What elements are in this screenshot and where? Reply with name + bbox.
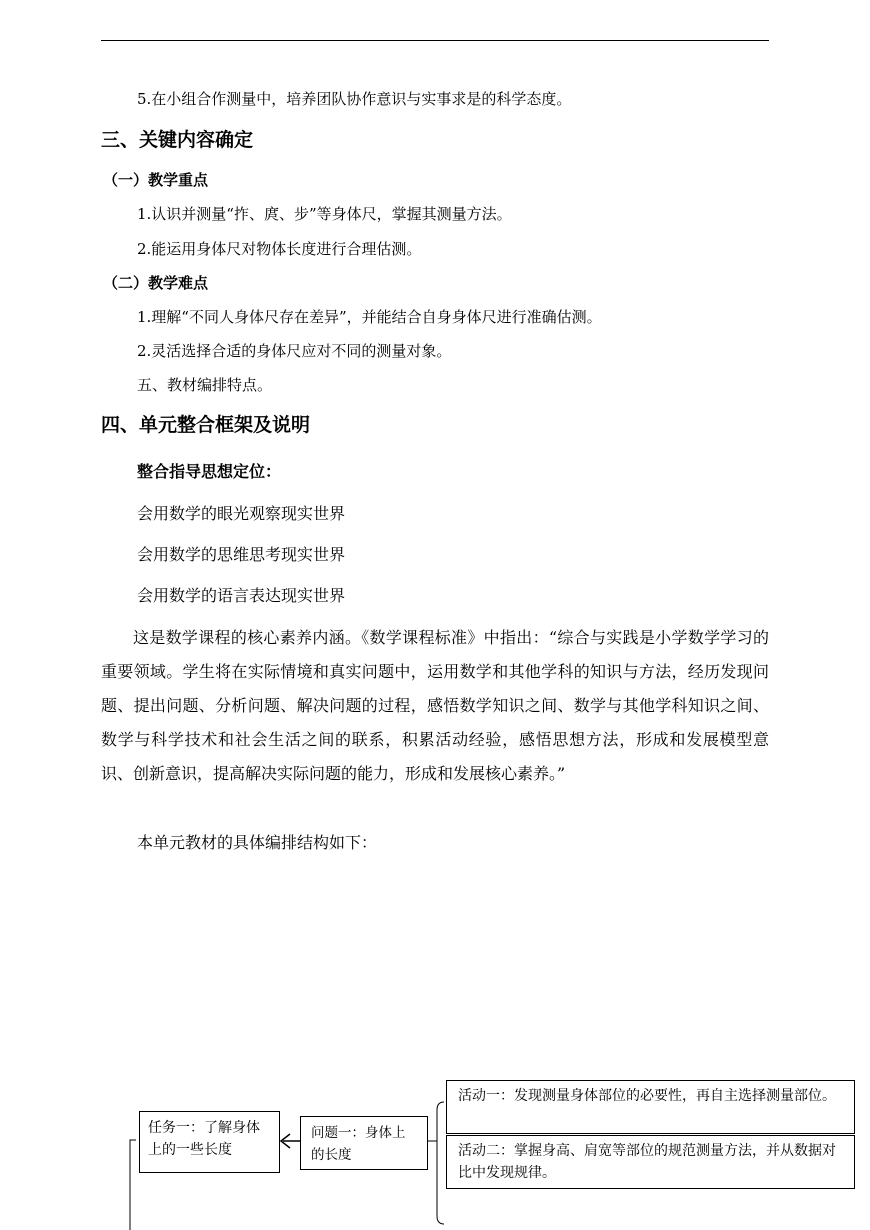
- arrow-head: [281, 1134, 290, 1148]
- task-1-box: [139, 1111, 280, 1173]
- guide-line-2: 会用数学的思维思考现实世界: [137, 545, 346, 564]
- guide-line-3: 会用数学的语言表达现实世界: [137, 586, 346, 605]
- structure-intro: 本单元教材的具体编排结构如下：: [137, 833, 378, 852]
- section-3-heading: 三、关键内容确定: [101, 129, 254, 151]
- difficulty-heading: （二）教学难点: [103, 274, 209, 292]
- focus-heading: （一）教学重点: [103, 171, 209, 189]
- guide-line-1: 会用数学的眼光观察现实世界: [137, 504, 346, 523]
- difficulty-item-1: 1.理解“不同人身体尺存在差异”，并能结合自身身体尺进行准确估测。: [137, 308, 602, 326]
- difficulty-item-2: 2.灵活选择合适的身体尺应对不同的测量对象。: [137, 342, 452, 360]
- focus-item-2: 2.能运用身体尺对物体长度进行合理估测。: [137, 240, 422, 258]
- guide-heading: 整合指导思想定位：: [137, 462, 282, 481]
- question-1-box: [300, 1116, 428, 1170]
- activity-1-text: 活动一：发现测量身体部位的必要性，再自主选择测量部位。: [458, 1088, 836, 1104]
- left-bracket: [130, 1140, 136, 1230]
- activity-2-text: 活动二：掌握身高、肩宽等部位的规范测量方法，并从数据对比中发现规律。: [458, 1143, 836, 1181]
- question-1-text: 问题一：身体上的长度: [311, 1125, 406, 1163]
- goal-item-5: 5.在小组合作测量中，培养团队协作意识与实事求是的科学态度。: [137, 90, 572, 108]
- extra-line: 五、教材编排特点。: [137, 376, 273, 394]
- task-1-text: 任务一：了解身体上的一些长度: [148, 1120, 260, 1158]
- activity-2-box: [446, 1135, 855, 1189]
- focus-item-1: 1.认识并测量“拃、庹、步”等身体尺，掌握其测量方法。: [137, 205, 512, 223]
- section-4-heading: 四、单元整合框架及说明: [101, 414, 311, 436]
- activity-1-box: [446, 1080, 855, 1134]
- right-bracket: [437, 1102, 444, 1224]
- header-rule: [101, 40, 769, 41]
- core-literacy-paragraph: 这是数学课程的核心素养内涵。《数学课程标准》中指出：“综合与实践是小学数学学习的重要领域。学生将在实际情境和真实问题中，运用数学和其他学科的知识与方法，经历发现问题、提出问题、分析问题、解决问题的过程，感悟数学知识之间、数学与其他学科知识之间、数学与科学技术和社会生活之间的联系，积累活动经验，感悟思想方法，形成和发展模型意识、创新意识，提高解决实际问题的能力，形成和发展核心素养。”: [101, 628, 769, 783]
